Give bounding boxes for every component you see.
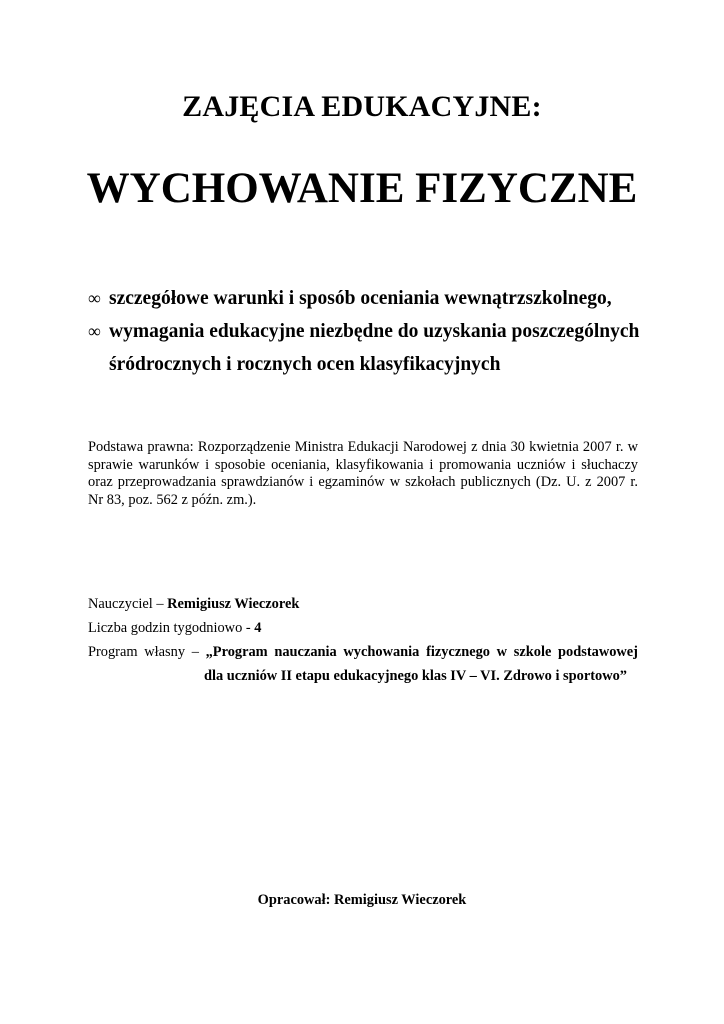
program-title-line1: „Program nauczania wychowania fizycznego w szkole podstawowej bbox=[205, 644, 638, 660]
teacher-label: Nauczyciel – bbox=[88, 596, 168, 612]
author-credit: Opracował: Remigiusz Wieczorek bbox=[257, 892, 467, 908]
bullet-item-grading-rules bbox=[88, 282, 668, 315]
legal-basis-paragraph: Podstawa prawna: Rozporządzenie Ministra Edukacji Narodowej z dnia 30 kwietnia 2007 r. w sprawie warunków i sposobie oceniania, klasyfikowania i promowania uczniów i słuchaczy oraz przeprowadzania sprawdzianów i egzaminów w szkołach publicznych (Dz. U. z 2007 r. Nr 83, poz. 562 z późn. zm.). bbox=[88, 439, 638, 508]
course-info bbox=[88, 592, 638, 688]
infinity-bullet-icon: ∞ bbox=[88, 288, 101, 308]
bullet-text: wymagania edukacyjne niezbędne do uzyskania poszczególnych śródrocznych i rocznych ocen klasyfikacyjnych bbox=[109, 321, 640, 375]
hours-line bbox=[88, 616, 638, 640]
subject-label: ZAJĘCIA EDUKACYJNE: bbox=[182, 90, 542, 123]
teacher-line bbox=[88, 592, 638, 616]
program-title-line2: dla uczniów II etapu edukacyjnego klas IV – VI. Zdrowo i sportowo” bbox=[204, 668, 627, 684]
hours-value: 4 bbox=[254, 620, 262, 636]
hours-label: Liczba godzin tygodniowo - bbox=[88, 620, 255, 636]
program-label: Program własny – bbox=[88, 644, 206, 660]
subject-title: WYCHOWANIE FIZYCZNE bbox=[86, 165, 638, 212]
bullet-item-requirements bbox=[88, 315, 668, 381]
infinity-bullet-icon: ∞ bbox=[88, 321, 101, 341]
bullet-text: szczegółowe warunki i sposób oceniania wewnątrzszkolnego, bbox=[109, 288, 612, 309]
teacher-name: Remigiusz Wieczorek bbox=[167, 596, 300, 612]
program-line bbox=[88, 640, 638, 664]
scope-bullet-list bbox=[88, 282, 668, 381]
